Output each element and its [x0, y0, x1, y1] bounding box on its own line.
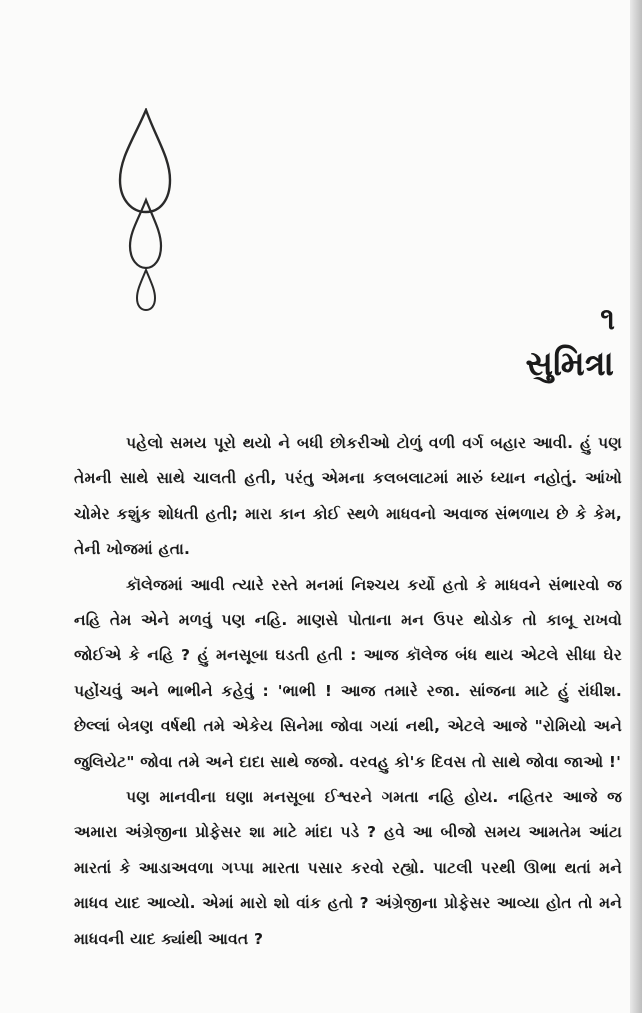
chapter-title: સુમિત્રા: [525, 344, 614, 384]
paragraph: પહેલો સમય પૂરો થયો ને બધી છોકરીઓ ટોળું વળી વર્ગ બહાર આવી. હું પણ તેમની સાથે સાથે ચાલતી હતી, પરંતુ એમના કલબલાટમાં મારું ધ્યાન નહોતું. આંખો ચોમેર કશુંક શોધતી હતી; મારા કાન કોઈ સ્થળે માધવનો અવાજ સંભળાય છે કે કેમ, તેની ખોજમાં હતા.: [74, 434, 622, 559]
paragraph: પણ માનવીના ઘણા મનસૂબા ઈશ્વરને ગમતા નહિ હોય. નહિતર આજે જ અમારા અંગ્રેજીના પ્રોફેસર શા માટે માંદા પડે ? હવે આ બીજો સમય આમતેમ આંટા મારતાં કે આડાઅવળા ગપ્પા મારતા પસાર કરવો રહ્યો. પાટલી પરથી ઊભા થતાં મને માધવ યાદ આવ્યો. એમાં મારો શો વાંક હતો ? અંગ્રેજીના પ્રોફેસર આવ્યા હોત તો મને માધવની યાદ ક્યાંથી આવત ?: [74, 788, 622, 948]
paragraph: કૉલેજમાં આવી ત્યારે રસ્તે મનમાં નિશ્ચય કર્યો હતો કે માધવને સંભારવો જ નહિ તેમ એને મળવું પણ નહિ. માણસે પોતાના મન ઉપર થોડોક તો કાબૂ રાખવો જોઈએ કે નહિ ? હું મનસૂબા ઘડતી હતી : આજ કૉલેજ બંધ થાય એટલે સીધા ઘેર પહોંચવું અને ભાભીને કહેવું : 'ભાભી ! આજ તમારે રજા. સાંજના માટે હું રાંધીશ. છેલ્લાં બેત્રણ વર્ષથી તમે એકેય સિનેમા જોવા ગયાં નથી, એટલે આજે "રોમિયો અને જુલિયેટ" જોવા તમે અને દાદા સાથે જજો. વરવહુ કો'ક દિવસ તો સાથે જોવા જાઓ !': [74, 575, 622, 771]
three-drops-icon: [112, 108, 182, 318]
page-edge: [630, 0, 642, 1013]
chapter-number: ૧: [600, 302, 615, 337]
chapter-body: [74, 426, 622, 957]
